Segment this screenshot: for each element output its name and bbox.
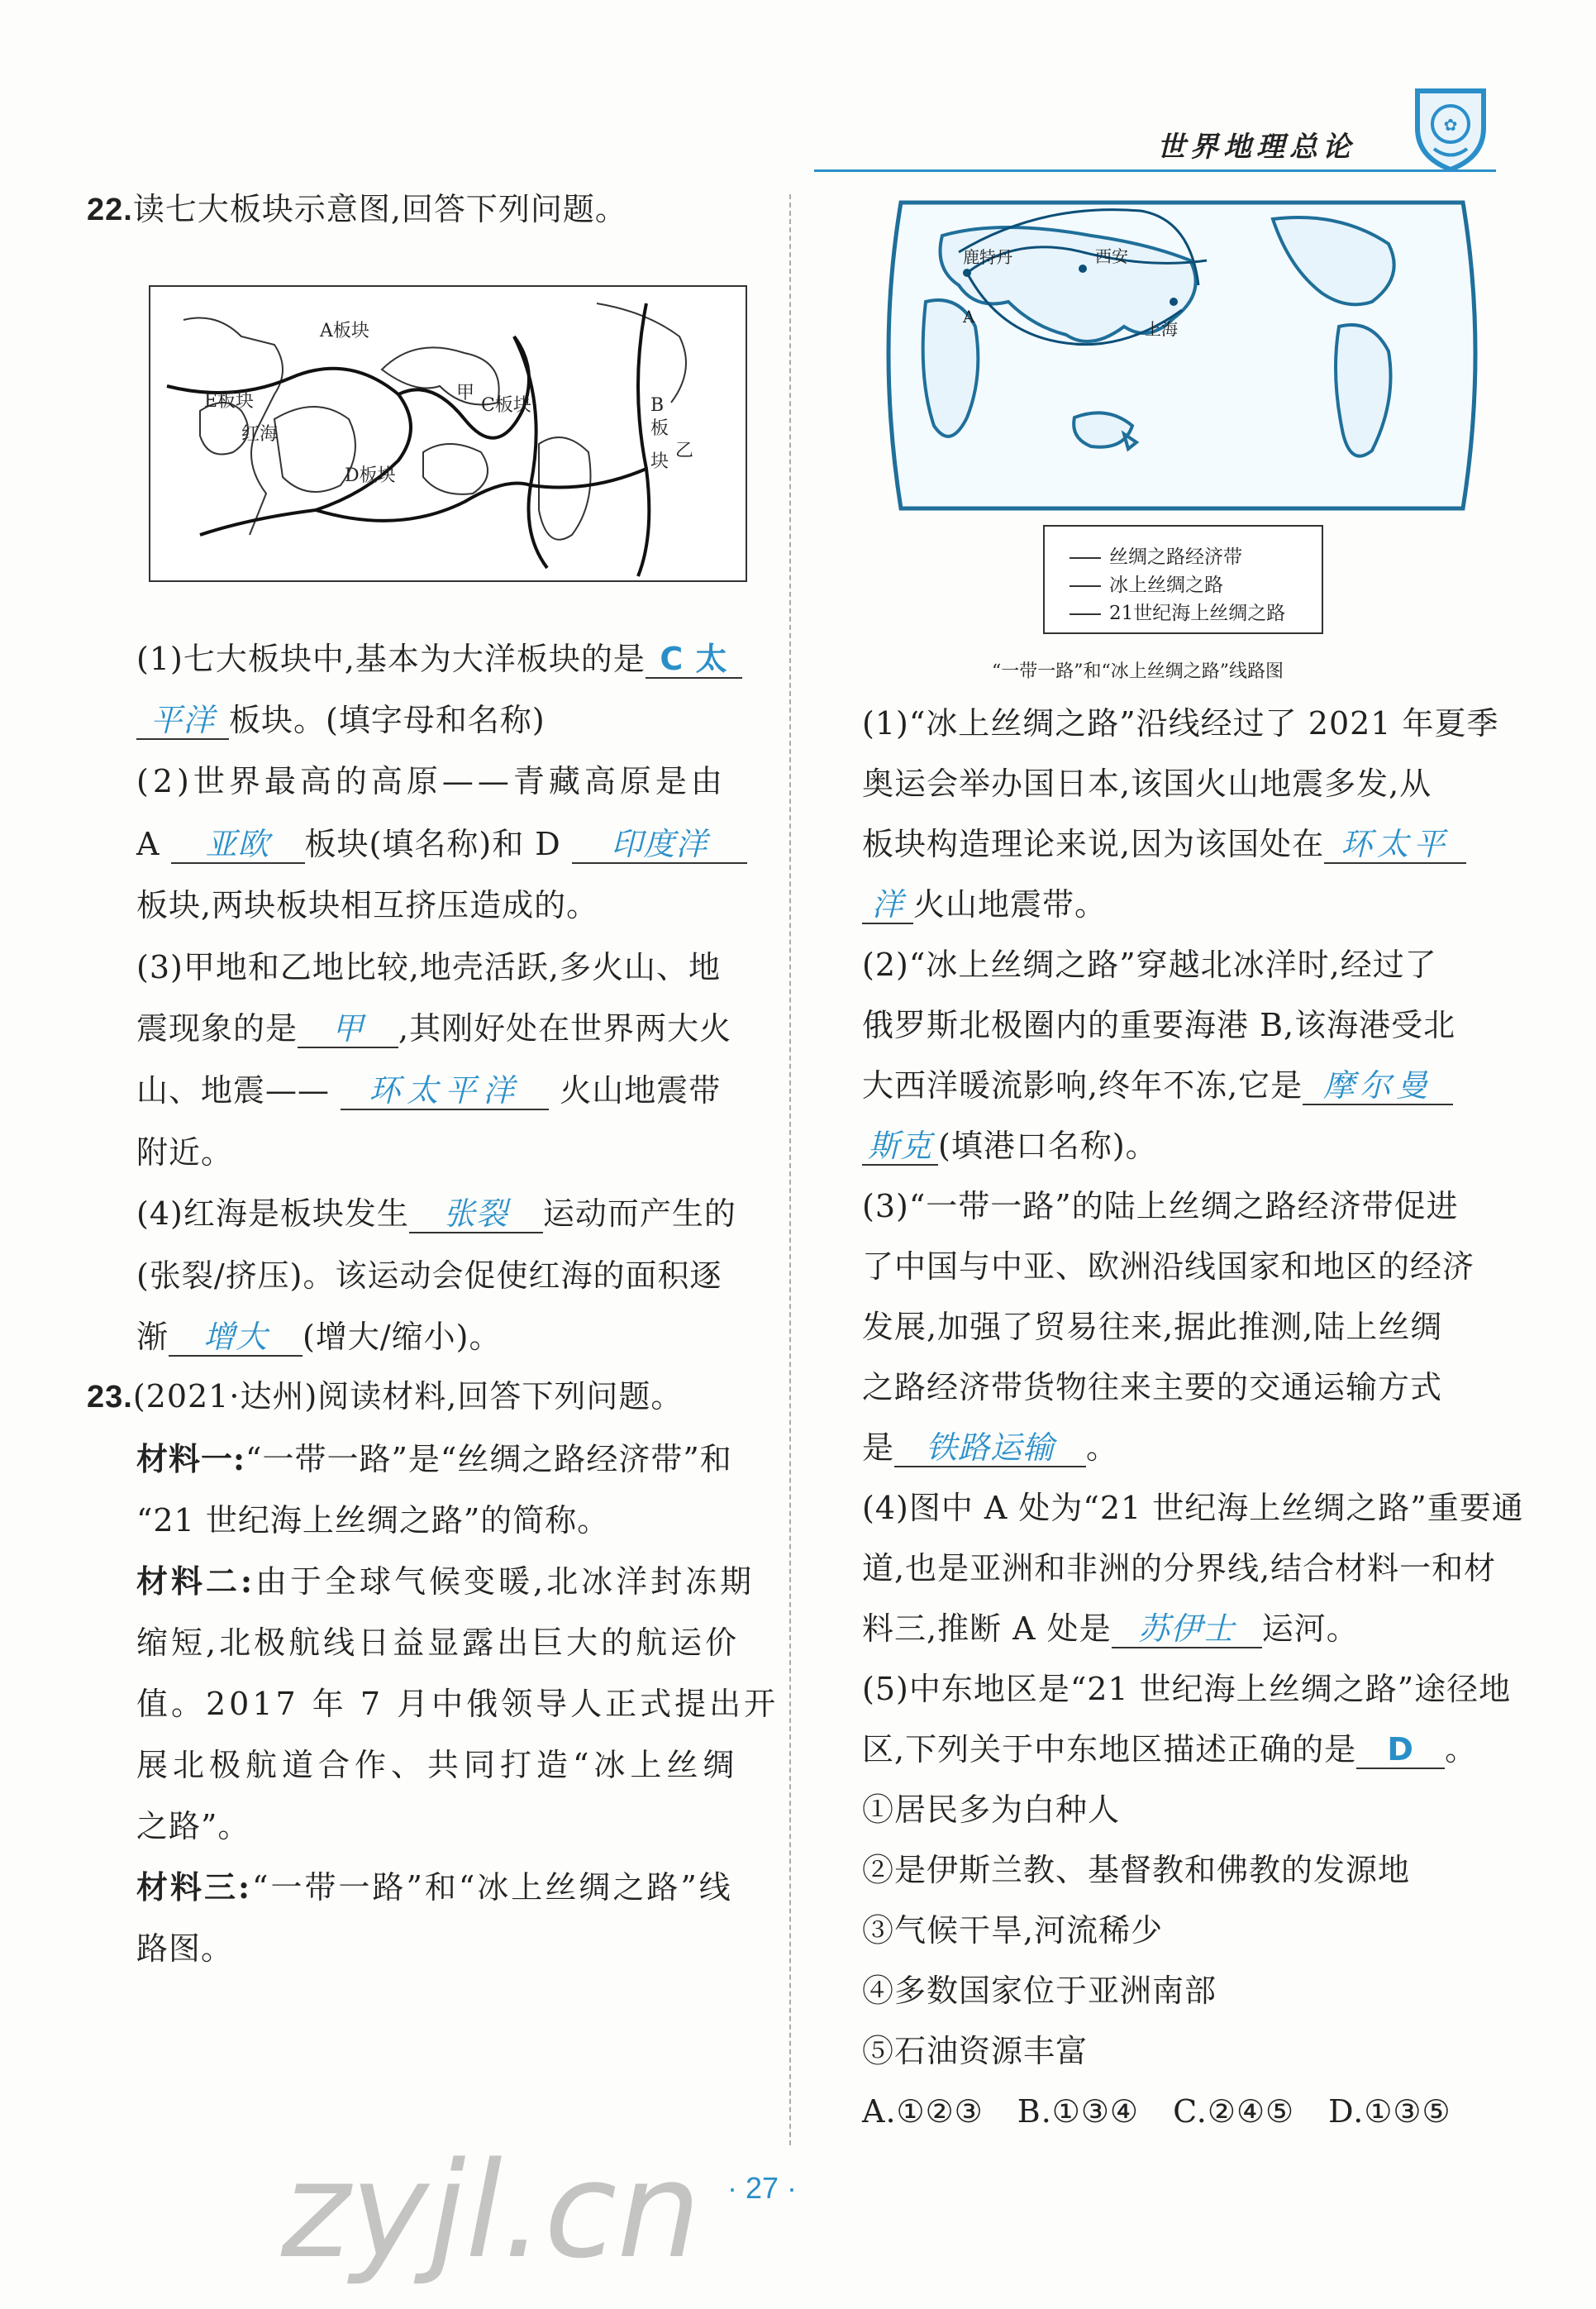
plate-b-label-1: B xyxy=(650,395,665,416)
shanghai-label: 上海 xyxy=(1145,319,1178,339)
q23-option-1: ①居民多为白种人 xyxy=(862,1791,1121,1828)
q23-s1-line2: 奥运会举办国日本,该国火山地震多发,从 xyxy=(862,766,1432,802)
q22-s1-text: (1)七大板块中,基本为大洋板块的是 xyxy=(136,641,646,677)
q23-s1-line3 xyxy=(862,823,1466,865)
q22-s3-post: ,其刚好处在世界两大火 xyxy=(398,1010,732,1047)
q23-number: 23. xyxy=(87,1380,133,1415)
q22-stem: 读七大板块示意图,回答下列问题。 xyxy=(132,191,627,227)
map-legend xyxy=(1043,525,1323,634)
point-yi-label: 乙 xyxy=(675,441,694,461)
q22-s4-answer-2: 增大 xyxy=(169,1319,303,1357)
q23-s4-line2: 道,也是亚洲和非洲的分界线,结合材料一和材 xyxy=(862,1550,1497,1586)
q23-s3-pre: 是 xyxy=(862,1429,895,1466)
q22-s4-pre: (4)红海是板块发生 xyxy=(136,1195,409,1232)
q22-s3-line4: 附近。 xyxy=(136,1134,234,1171)
q23-option-2: ②是伊斯兰教、基督教和佛教的发源地 xyxy=(862,1852,1411,1888)
q23-s3-line1: (3)“一带一路”的陆上丝绸之路经济带促进 xyxy=(862,1188,1459,1224)
legend-item-ice-road xyxy=(1070,570,1223,597)
q23-m2-a: 由于全球气候变暖,北冰洋封冻期 xyxy=(255,1563,755,1600)
q23-s5-post: 。 xyxy=(1445,1731,1478,1768)
q22-stem-line xyxy=(87,188,627,231)
q22-s3-answer-1: 甲 xyxy=(298,1010,398,1048)
q23-option-3: ③气候干旱,河流稀少 xyxy=(862,1912,1164,1949)
q23-s4-line3 xyxy=(862,1608,1359,1649)
q22-s4-line3 xyxy=(136,1316,501,1357)
legend-item-maritime-road xyxy=(1070,598,1285,625)
q23-s4-line1: (4)图中 A 处为“21 世纪海上丝绸之路”重要通 xyxy=(862,1490,1524,1526)
q23-choices: A.①②③ B.①③④ C.②④⑤ D.①③⑤ xyxy=(862,2093,1451,2130)
q22-s2-line1: (2)世界最高的高原——青藏高原是由 xyxy=(136,763,727,799)
plate-d-label: D板块 xyxy=(345,465,396,486)
q23-s2-answer-b: 斯克 xyxy=(862,1128,938,1166)
q23-option-4: ④多数国家位于亚洲南部 xyxy=(862,1973,1217,2009)
q22-s4-answer: 张裂 xyxy=(409,1195,543,1233)
q22-s4-post3: (增大/缩小)。 xyxy=(303,1319,502,1355)
q22-s1-line2 xyxy=(136,699,545,741)
q23-s1-answer-a: 环太平 xyxy=(1324,826,1466,864)
rotterdam-label: 鹿特丹 xyxy=(963,247,1012,267)
q22-s2-answer-2: 印度洋 xyxy=(572,826,747,864)
q23-s2-line3 xyxy=(862,1065,1453,1106)
column-divider xyxy=(789,194,791,2145)
q23-m2-label: 材料二: xyxy=(136,1562,256,1600)
q23-s2-c: 大西洋暖流影响,终年不冻,它是 xyxy=(862,1067,1303,1104)
point-a-label: A xyxy=(963,307,975,327)
q23-s2-line2: 俄罗斯北极圈内的重要海港 B,该海港受北 xyxy=(862,1007,1456,1043)
q23-s5-line1: (5)中东地区是“21 世纪海上丝绸之路”途径地 xyxy=(862,1671,1512,1707)
q23-s4-post: 运河。 xyxy=(1261,1610,1359,1647)
q22-s4-line1 xyxy=(136,1193,736,1234)
plate-b-label-3: 块 xyxy=(650,451,669,472)
q23-s1-line4 xyxy=(862,884,1107,925)
q23-s4-answer: 苏伊士 xyxy=(1112,1610,1262,1648)
q23-m1-line1 xyxy=(136,1438,732,1480)
q22-s3-post2: 火山地震带 xyxy=(560,1072,722,1109)
q22-s3-pre2: 山、地震—— xyxy=(136,1072,331,1109)
q23-s2-d: (填港口名称)。 xyxy=(938,1128,1158,1164)
q22-s2-pre: A xyxy=(136,826,160,862)
red-sea-label: 红海 xyxy=(241,424,279,445)
legend-label-1: 丝绸之路经济带 xyxy=(1109,546,1242,568)
legend-item-silk-belt xyxy=(1070,541,1242,569)
q23-m3-a: “一带一路”和“冰上丝绸之路”线 xyxy=(252,1869,733,1906)
q22-number: 22. xyxy=(87,193,133,227)
q22-s4-line2: (张裂/挤压)。该运动会促使红海的面积逐 xyxy=(136,1257,722,1294)
q22-s1-answer-a: C 太 xyxy=(646,641,742,679)
q23-s3-line2: 了中国与中亚、欧洲沿线国家和地区的经济 xyxy=(862,1248,1475,1285)
q23-m3-line1 xyxy=(136,1867,733,1908)
q22-s2-mid: 板块(填名称)和 D xyxy=(304,826,561,862)
page-number-wrap: · 27 · xyxy=(727,2171,798,2205)
q23-m2-line2: 缩短,北极航线日益显露出巨大的航运价 xyxy=(136,1624,741,1661)
q22-s1-post: 板块。(填字母和名称) xyxy=(229,702,545,738)
q23-s1-line1: (1)“冰上丝绸之路”沿线经过了 2021 年夏季 xyxy=(862,705,1499,742)
plate-map xyxy=(149,285,747,582)
belt-road-map xyxy=(876,186,1488,525)
q22-s2-line2 xyxy=(136,823,747,865)
shield-logo-icon xyxy=(1409,83,1492,174)
q23-s3-post: 。 xyxy=(1086,1429,1119,1466)
q22-s1-line1 xyxy=(136,638,742,680)
q23-s1-c: 板块构造理论来说,因为该国处在 xyxy=(862,826,1325,862)
q23-m3-line2: 路图。 xyxy=(136,1930,234,1967)
q23-stem: (2021·达州)阅读材料,回答下列问题。 xyxy=(132,1378,684,1415)
q23-s2-line4 xyxy=(862,1125,1158,1166)
q23-s1-d: 火山地震带。 xyxy=(913,886,1108,923)
q23-m1-line2: “21 世纪海上丝绸之路”的简称。 xyxy=(136,1502,610,1539)
q23-m2-line4: 展北极航道合作、共同打造“冰上丝绸 xyxy=(136,1747,740,1783)
legend-label-3: 21世纪海上丝绸之路 xyxy=(1109,603,1286,624)
q22-s3-pre: 震现象的是 xyxy=(136,1010,298,1047)
q23-m2-line3: 值。2017 年 7 月中俄领导人正式提出开 xyxy=(136,1686,779,1722)
page-number: 27 xyxy=(746,2171,779,2205)
q22-s4-post: 运动而产生的 xyxy=(542,1195,736,1232)
xian-label: 西安 xyxy=(1095,246,1128,266)
q23-s5-line2 xyxy=(862,1729,1477,1770)
q23-m3-label: 材料三: xyxy=(136,1868,253,1906)
q23-option-5: ⑤石油资源丰富 xyxy=(862,2033,1089,2069)
q23-s3-line5 xyxy=(862,1427,1118,1468)
logo-symbol: ✿ xyxy=(1443,115,1458,135)
q23-s5-answer: D xyxy=(1356,1731,1445,1769)
q23-s3-line3: 发展,加强了贸易往来,据此推测,陆上丝绸 xyxy=(862,1309,1443,1345)
q23-m1-a: “一带一路”是“丝绸之路经济带”和 xyxy=(245,1441,732,1477)
q22-s4-pre3: 渐 xyxy=(136,1319,169,1355)
plate-c-label: C板块 xyxy=(481,395,531,416)
map-caption: “一带一路”和“冰上丝绸之路”线路图 xyxy=(992,661,1284,682)
q23-s5-pre: 区,下列关于中东地区描述正确的是 xyxy=(862,1731,1357,1768)
watermark: zyjl.cn xyxy=(281,2133,701,2288)
q23-s1-answer-b: 洋 xyxy=(862,886,913,924)
q23-s3-answer: 铁路运输 xyxy=(894,1429,1086,1467)
point-jia-label: 甲 xyxy=(456,383,475,403)
plate-e-label: E板块 xyxy=(204,391,255,412)
q22-s2-line3: 板块,两块板块相互挤压造成的。 xyxy=(136,887,599,923)
q22-s1-answer-b: 平洋 xyxy=(136,702,229,740)
q22-s2-answer-1: 亚欧 xyxy=(171,826,305,864)
q23-m2-line1 xyxy=(136,1561,755,1602)
q23-s2-answer-a: 摩尔曼 xyxy=(1303,1067,1453,1105)
q23-s3-line4: 之路经济带货物往来主要的交通运输方式 xyxy=(862,1369,1443,1405)
plate-b-label-2: 板 xyxy=(650,418,669,439)
q22-s3-line1: (3)甲地和乙地比较,地壳活跃,多火山、地 xyxy=(136,949,721,985)
q22-s3-line3 xyxy=(136,1070,721,1111)
plate-a-label: A板块 xyxy=(320,321,369,341)
legend-label-2: 冰上丝绸之路 xyxy=(1109,575,1223,596)
q23-stem-line xyxy=(87,1376,683,1418)
q23-m1-label: 材料一: xyxy=(136,1440,246,1477)
q22-s3-answer-2: 环太平洋 xyxy=(341,1072,549,1110)
q23-s4-pre: 料三,推断 A 处是 xyxy=(862,1610,1112,1647)
header-rule xyxy=(814,169,1496,172)
q23-s2-line1: (2)“冰上丝绸之路”穿越北冰洋时,经过了 xyxy=(862,947,1437,983)
q22-s3-line2 xyxy=(136,1008,731,1049)
header-title: 世界地理总论 xyxy=(1157,131,1355,164)
q23-m2-line5: 之路”。 xyxy=(136,1808,250,1844)
